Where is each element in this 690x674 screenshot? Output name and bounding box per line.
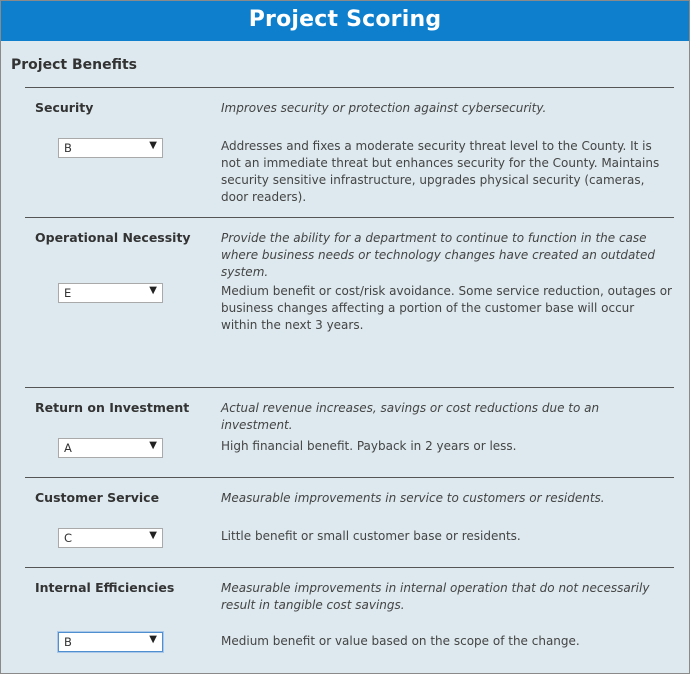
caret-down-icon: ▼: [149, 285, 157, 296]
criterion-name: Security: [35, 100, 94, 115]
criterion-row-internal-efficiencies: [25, 567, 674, 674]
select-value: B: [64, 635, 72, 649]
score-select-internal-efficiencies[interactable]: [58, 632, 163, 652]
caret-down-icon: ▼: [149, 440, 157, 451]
criterion-description: Measurable improvements in internal operation that do not necessarily result in tangible cost savings.: [221, 581, 650, 612]
score-select-security[interactable]: [58, 138, 163, 158]
score-description: Little benefit or small customer base or residents.: [221, 529, 521, 543]
caret-down-icon: ▼: [149, 530, 157, 541]
select-value: C: [64, 531, 73, 545]
criterion-row-security: [25, 87, 674, 218]
score-select-operational-necessity[interactable]: [58, 283, 163, 303]
score-description: High financial benefit. Payback in 2 years or less.: [221, 439, 517, 453]
select-value: B: [64, 141, 72, 155]
criterion-name: Customer Service: [35, 490, 160, 505]
caret-down-icon: ▼: [149, 634, 157, 645]
score-description: Medium benefit or cost/risk avoidance. Some service reduction, outages or business changes affecting a portion of the customer base will occur within the next 3 years.: [221, 284, 672, 332]
score-select-return-on-investment[interactable]: [58, 438, 163, 458]
criterion-name: Operational Necessity: [35, 230, 191, 245]
section-title: Project Benefits: [11, 57, 137, 73]
caret-down-icon: ▼: [149, 140, 157, 151]
criterion-row-customer-service: [25, 477, 674, 568]
criterion-description: Provide the ability for a department to continue to function in the case where business needs or technology changes have created an outdated system.: [221, 231, 656, 279]
score-description: Medium benefit or value based on the scope of the change.: [221, 634, 580, 648]
score-description: Addresses and fixes a moderate security threat level to the County. It is not an immediate threat but enhances security for the County. Maintains security sensitive infrastructure, upgrades physical security (cameras, door readers).: [221, 139, 660, 204]
select-value: E: [64, 286, 72, 300]
criterion-description: Actual revenue increases, savings or cost reductions due to an investment.: [221, 401, 600, 432]
criterion-row-return-on-investment: [25, 387, 674, 478]
criterion-description: Measurable improvements in service to customers or residents.: [221, 491, 605, 505]
criterion-row-operational-necessity: [25, 217, 674, 388]
criterion-name: Return on Investment: [35, 400, 190, 415]
page-title: Project Scoring: [1, 1, 689, 41]
score-select-customer-service[interactable]: [58, 528, 163, 548]
criterion-name: Internal Efficiencies: [35, 580, 175, 595]
criterion-description: Improves security or protection against cybersecurity.: [221, 101, 547, 115]
select-value: A: [64, 441, 72, 455]
